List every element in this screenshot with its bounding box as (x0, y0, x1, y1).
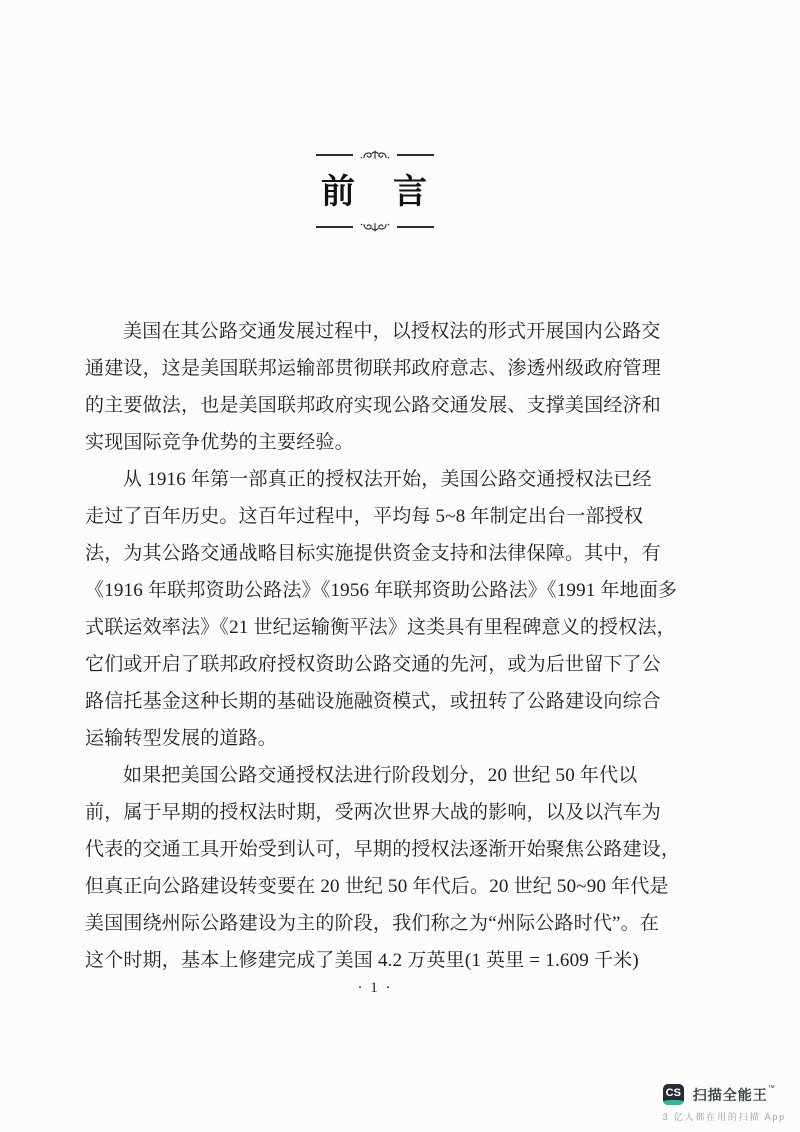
logo-accent-bar (663, 1100, 684, 1105)
preface-text (85, 313, 717, 979)
watermark-app-name (693, 1085, 776, 1105)
text-line: 它们或开启了联邦政府授权资助公路交通的先河，或为后世留下了公 (85, 654, 662, 675)
watermark-tagline: 3 亿人都在用的扫描 App (662, 1112, 786, 1122)
camscanner-logo-icon (663, 1084, 684, 1105)
camscanner-watermark (663, 1084, 786, 1123)
page-title: 前 言 (321, 173, 429, 211)
text-line: 走过了百年历史。这百年过程中，平均每 5~8 年制定出台一部授权 (85, 506, 644, 527)
bottom-divider (0, 220, 750, 234)
text-line: 从 1916 年第一部真正的授权法开始，美国公路交通授权法已经 (123, 469, 652, 490)
text-line: 通建设，这是美国联邦运输部贯彻联邦政府意志、渗透州级政府管理 (85, 358, 662, 379)
divider-rule (316, 154, 353, 156)
divider-rule (316, 226, 353, 228)
text-line: 但真正向公路建设转变要在 20 世纪 50 年代后。20 世纪 50~90 年代是 (85, 876, 669, 897)
text-line: 美国在其公路交通发展过程中，以授权法的形式开展国内公路交 (123, 321, 661, 342)
text-line: 的主要做法，也是美国联邦政府实现公路交通发展、支撑美国经济和 (85, 395, 662, 416)
text-line: 实现国际竞争优势的主要经验。 (85, 432, 354, 453)
text-line: 路信托基金这种长期的基础设施融资模式，或扭转了公路建设向综合 (85, 691, 662, 712)
flourish-icon (360, 149, 390, 161)
text-line: 《1916 年联邦资助公路法》《1956 年联邦资助公路法》《1991 年地面多 (85, 580, 678, 601)
text-line: 法，为其公路交通战略目标实施提供资金支持和法律保障。其中，有 (85, 543, 662, 564)
text-line: 前，属于早期的授权法时期，受两次世界大战的影响，以及以汽车为 (85, 802, 662, 823)
flourish-icon (360, 221, 390, 233)
text-line: 式联运效率法》《21 世纪运输衡平法》这类具有里程碑意义的授权法， (85, 617, 676, 638)
watermark-row (663, 1084, 786, 1105)
text-line: 美国围绕州际公路建设为主的阶段，我们称之为“州际公路时代”。在 (85, 913, 660, 934)
page-number: · 1 · (357, 980, 393, 996)
text-line: 如果把美国公路交通授权法进行阶段划分，20 世纪 50 年代以 (123, 765, 638, 786)
page-header (0, 148, 750, 234)
divider-rule (397, 226, 434, 228)
divider-rule (397, 154, 434, 156)
top-divider (0, 148, 750, 162)
trademark-symbol: ™ (767, 1084, 776, 1092)
logo-text: CS (665, 1086, 681, 1099)
app-name-text: 扫描全能王 (692, 1086, 768, 1103)
text-line: 这个时期，基本上修建完成了美国 4.2 万英里(1 英里 = 1.609 千米) (85, 950, 639, 971)
text-line: 运输转型发展的道路。 (85, 728, 278, 749)
text-line: 代表的交通工具开始受到认可，早期的授权法逐渐开始聚焦公路建设， (85, 839, 681, 860)
